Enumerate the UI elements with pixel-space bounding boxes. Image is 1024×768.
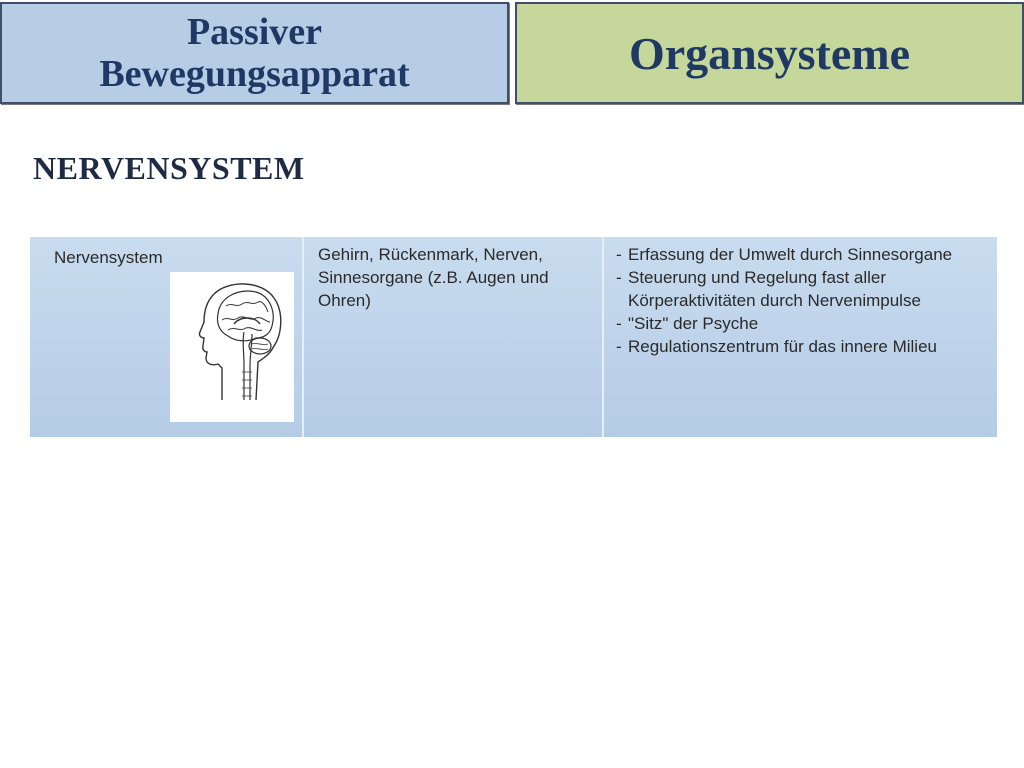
functions-list bbox=[616, 243, 996, 358]
organ-system-name: Nervensystem bbox=[54, 248, 163, 267]
table-column-organs bbox=[302, 237, 604, 437]
head-brain-illustration-icon bbox=[170, 272, 294, 422]
header-passiver-bewegungsapparat[interactable] bbox=[0, 2, 509, 104]
header-right-title: Organsysteme bbox=[628, 27, 911, 79]
nervous-system-table-image bbox=[30, 237, 997, 437]
header-left-line2: Bewegungsapparat bbox=[99, 53, 410, 95]
table-column-organ-system bbox=[30, 237, 302, 437]
function-item: - Regulationszentrum für das innere Milieu bbox=[616, 337, 937, 356]
table-column-functions bbox=[602, 237, 997, 437]
function-item: - Erfassung der Umwelt durch Sinnesorgane bbox=[616, 245, 953, 264]
section-title: NERVENSYSTEM bbox=[33, 150, 305, 186]
header-organsysteme[interactable] bbox=[515, 2, 1024, 104]
function-item: - "Sitz" der Psyche bbox=[616, 314, 759, 333]
function-item: - Steuerung und Regelung fast aller Körperaktivitäten durch Nervenimpulse bbox=[616, 268, 921, 310]
organs-text: Gehirn, Rückenmark, Nerven, Sinnesorgane (z.B. Augen und Ohren) bbox=[318, 245, 549, 310]
head-brain-illustration bbox=[170, 272, 294, 422]
header-left-line1: Passiver bbox=[186, 11, 323, 53]
